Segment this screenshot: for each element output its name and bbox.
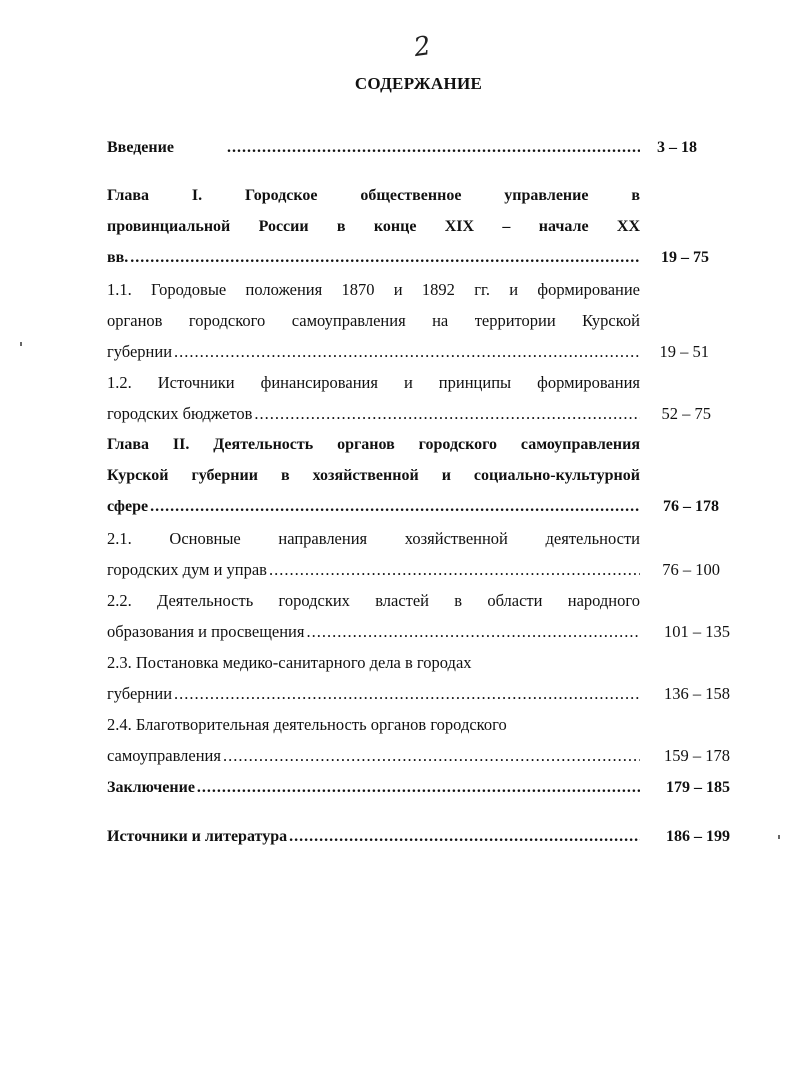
scan-speck (20, 342, 22, 346)
toc-page-range: 3 – 18 (657, 139, 697, 156)
leader-dots (174, 336, 640, 367)
toc-entry-line: Глава II. Деятельность органов городского самоуправления (107, 436, 640, 453)
toc-entry-line: 2.2. Деятельность городских властей в области народного (107, 591, 640, 610)
toc-page-range: 19 – 51 (659, 342, 709, 361)
toc-entry-line: 1.1. Городовые положения 1870 и 1892 гг. и формирование (107, 280, 640, 299)
leader-dots (289, 821, 640, 852)
handwritten-page-number: 2 (411, 30, 433, 64)
toc-entry-section-1-1 (107, 274, 640, 367)
toc-entry-line: органов городского самоуправления на территории Курской (107, 311, 640, 330)
toc-page-range: 76 – 100 (662, 560, 720, 579)
toc-entry-line: губернии (107, 684, 173, 703)
toc-entry-sources (107, 821, 640, 852)
toc-entry-chapter-1 (107, 180, 640, 273)
toc-entry-section-2-2 (107, 585, 640, 647)
leader-dots (130, 242, 640, 273)
toc-page-range: 186 – 199 (666, 828, 730, 845)
toc-entry-line: 1.2. Источники финансирования и принципы формирования (107, 373, 640, 392)
toc-entry-line: образования и просвещения (107, 622, 305, 641)
toc-page-range: 76 – 178 (663, 498, 719, 515)
leader-dots (150, 491, 640, 522)
toc-entry-section-2-4 (107, 709, 640, 771)
toc-page-range: 52 – 75 (661, 404, 711, 423)
page-title: СОДЕРЖАНИЕ (354, 74, 483, 93)
toc-page-range: 179 – 185 (666, 779, 730, 796)
toc-entry-line: губернии (107, 342, 173, 361)
toc-entry-label: Введение (107, 139, 174, 156)
toc-entry-line: вв. (107, 249, 129, 266)
toc-entry-chapter-2 (107, 429, 640, 522)
toc-entry-line: Глава I. Городское общественное управление в (107, 187, 640, 204)
toc-entry-label: Заключение (107, 779, 195, 796)
leader-dots (174, 678, 640, 709)
leader-dots (223, 740, 640, 771)
leader-dots (227, 132, 640, 163)
toc-entry-line: 2.1. Основные направления хозяйственной деятельности (107, 529, 640, 548)
toc-entry-section-2-1 (107, 523, 640, 585)
toc-entry-line: 2.4. Благотворительная деятельность органов городского (107, 715, 507, 734)
leader-dots (306, 616, 640, 647)
scan-speck (778, 835, 780, 839)
toc-entry-line: городских бюджетов (107, 404, 253, 423)
toc-entry-line: городских дум и управ (107, 560, 267, 579)
leader-dots (254, 398, 640, 429)
toc-entry-conclusion (107, 772, 640, 803)
toc-entry-section-2-3 (107, 647, 640, 709)
toc-entry-line: провинциальной России в конце XIX – начале XX (107, 218, 640, 235)
toc-entry-section-1-2 (107, 367, 640, 429)
toc-page-range: 159 – 178 (664, 746, 730, 765)
toc-page-range: 101 – 135 (664, 622, 730, 641)
toc-entry-line: сфере (107, 498, 149, 515)
toc-page-range: 136 – 158 (664, 684, 730, 703)
toc-entry-introduction (107, 132, 640, 163)
toc-entry-label: Источники и литература (107, 828, 288, 845)
leader-dots (269, 554, 640, 585)
leader-dots (197, 772, 640, 803)
toc-entry-line: Курской губернии в хозяйственной и социально-культурной (107, 467, 640, 484)
toc-page-range: 19 – 75 (661, 249, 709, 266)
toc-entry-line: 2.3. Постановка медико-санитарного дела в городах (107, 653, 472, 672)
toc-entry-line: самоуправления (107, 746, 221, 765)
